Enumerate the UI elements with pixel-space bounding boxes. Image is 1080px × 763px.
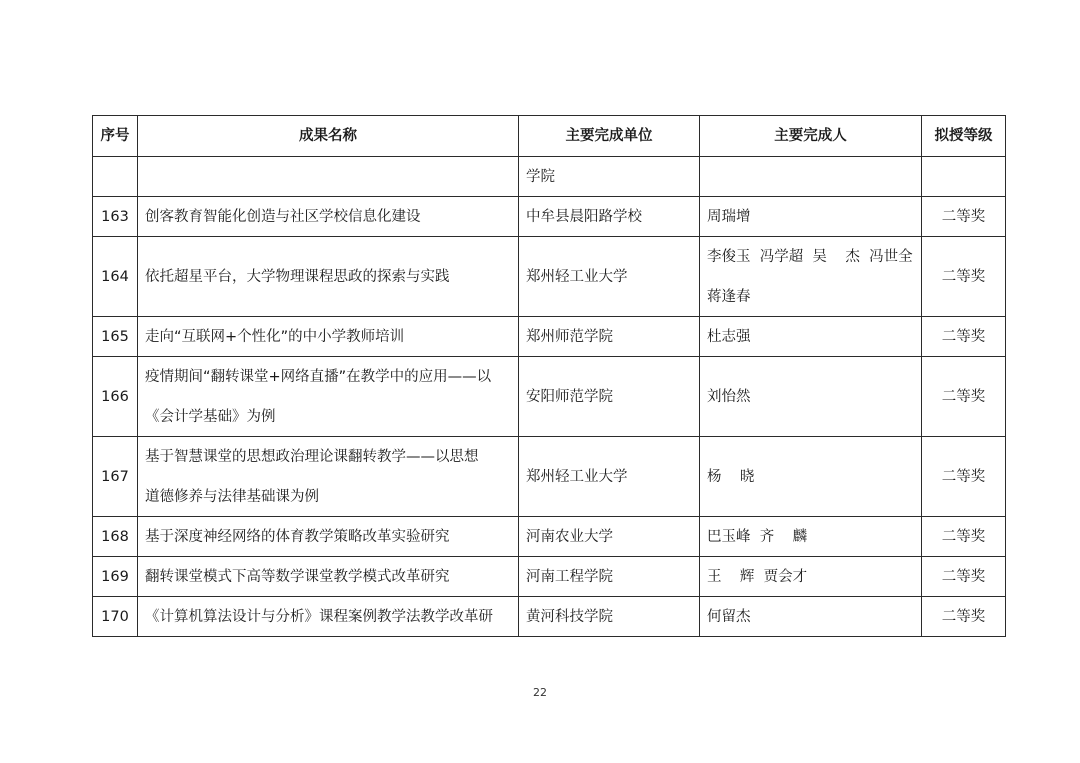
header-level: 拟授等级 <box>922 116 1006 157</box>
cell-unit <box>519 437 700 517</box>
cell-name <box>138 517 519 557</box>
cell-level: 二等奖 <box>922 197 1006 237</box>
cell-name <box>138 157 519 197</box>
cell-unit-line: 中牟县晨阳路学校 <box>526 208 642 225</box>
cell-name-line: 《会计学基础》为例 <box>145 408 276 425</box>
cell-unit <box>519 357 700 437</box>
cell-unit <box>519 237 700 317</box>
cell-unit-line: 河南工程学院 <box>526 568 613 585</box>
cell-unit-line: 安阳师范学院 <box>526 388 613 405</box>
cell-unit <box>519 157 700 197</box>
table-row <box>93 197 1006 237</box>
cell-people-line: 杨 晓 <box>707 468 755 485</box>
cell-level: 二等奖 <box>922 557 1006 597</box>
cell-unit <box>519 317 700 357</box>
table-header-row <box>93 116 1006 157</box>
cell-unit-line: 郑州轻工业大学 <box>526 268 628 285</box>
cell-name-line: 依托超星平台，大学物理课程思政的探索与实践 <box>145 268 450 285</box>
cell-level: 二等奖 <box>922 517 1006 557</box>
cell-people <box>700 437 922 517</box>
cell-people-line: 何留杰 <box>707 608 751 625</box>
cell-no: 168 <box>93 517 138 557</box>
cell-unit <box>519 557 700 597</box>
cell-name-line: 基于智慧课堂的思想政治理论课翻转教学——以思想 <box>145 448 479 465</box>
cell-unit <box>519 517 700 557</box>
cell-people <box>700 197 922 237</box>
cell-unit-line: 郑州轻工业大学 <box>526 468 628 485</box>
cell-no: 164 <box>93 237 138 317</box>
cell-people <box>700 317 922 357</box>
cell-people-line: 王 辉 贾会才 <box>707 568 808 585</box>
table-row <box>93 357 1006 437</box>
cell-level: 二等奖 <box>922 597 1006 637</box>
cell-unit <box>519 197 700 237</box>
header-people: 主要完成人 <box>700 116 922 157</box>
awards-table <box>92 115 1006 637</box>
cell-name-line: 《计算机算法设计与分析》课程案例教学法教学改革研 <box>145 608 493 625</box>
cell-people <box>700 517 922 557</box>
cell-name-line: 翻转课堂模式下高等数学课堂教学模式改革研究 <box>145 568 450 585</box>
cell-name-line: 走向“互联网+个性化”的中小学教师培训 <box>145 328 405 345</box>
cell-name <box>138 437 519 517</box>
cell-name-line: 基于深度神经网络的体育教学策略改革实验研究 <box>145 528 450 545</box>
cell-people <box>700 357 922 437</box>
cell-unit <box>519 597 700 637</box>
cell-people-line: 李俊玉 冯学超 吴 杰 冯世全 <box>707 248 913 265</box>
cell-name-line: 疫情期间“翻转课堂+网络直播”在教学中的应用——以 <box>145 368 492 385</box>
cell-unit-line: 郑州师范学院 <box>526 328 613 345</box>
cell-name <box>138 317 519 357</box>
cell-name <box>138 597 519 637</box>
cell-name-line: 创客教育智能化创造与社区学校信息化建设 <box>145 208 421 225</box>
cell-no: 163 <box>93 197 138 237</box>
cell-name <box>138 557 519 597</box>
cell-level <box>922 157 1006 197</box>
cell-people-line: 蒋逢春 <box>707 288 751 305</box>
cell-name <box>138 237 519 317</box>
table-row <box>93 557 1006 597</box>
table-row <box>93 157 1006 197</box>
table-row <box>93 237 1006 317</box>
header-unit: 主要完成单位 <box>519 116 700 157</box>
cell-people-line: 杜志强 <box>707 328 751 345</box>
cell-no: 169 <box>93 557 138 597</box>
cell-no: 167 <box>93 437 138 517</box>
cell-people-line: 周瑞增 <box>707 208 751 225</box>
cell-people-line: 刘怡然 <box>707 388 751 405</box>
cell-level: 二等奖 <box>922 357 1006 437</box>
cell-unit-line: 河南农业大学 <box>526 528 613 545</box>
cell-name <box>138 357 519 437</box>
table-row <box>93 317 1006 357</box>
cell-unit-line: 黄河科技学院 <box>526 608 613 625</box>
header-no: 序号 <box>93 116 138 157</box>
cell-unit-line: 学院 <box>526 168 555 185</box>
cell-no: 165 <box>93 317 138 357</box>
cell-level: 二等奖 <box>922 437 1006 517</box>
cell-people <box>700 557 922 597</box>
cell-people <box>700 237 922 317</box>
table-row <box>93 597 1006 637</box>
cell-people-line: 巴玉峰 齐 麟 <box>707 528 808 545</box>
header-name: 成果名称 <box>138 116 519 157</box>
cell-level: 二等奖 <box>922 237 1006 317</box>
cell-people <box>700 157 922 197</box>
table-body <box>93 157 1006 637</box>
cell-level: 二等奖 <box>922 317 1006 357</box>
table-row <box>93 437 1006 517</box>
cell-no: 170 <box>93 597 138 637</box>
cell-people <box>700 597 922 637</box>
cell-name <box>138 197 519 237</box>
table-row <box>93 517 1006 557</box>
cell-no <box>93 157 138 197</box>
cell-no: 166 <box>93 357 138 437</box>
page-number: 22 <box>533 686 547 699</box>
cell-name-line: 道德修养与法律基础课为例 <box>145 488 319 505</box>
